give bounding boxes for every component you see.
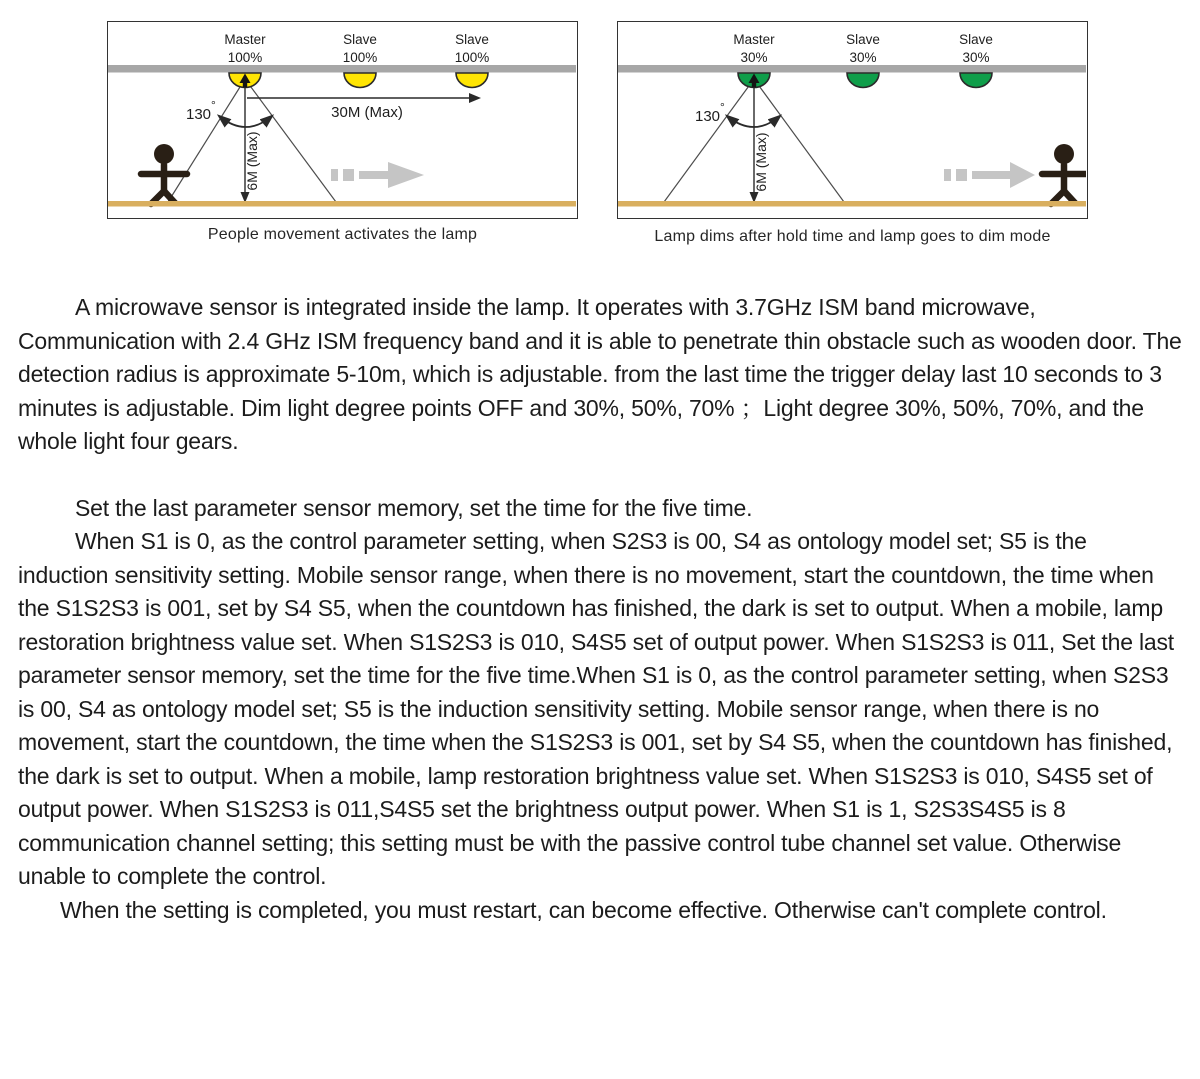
- motion-arrow-icon: [331, 162, 424, 188]
- degree-symbol: °: [720, 100, 725, 114]
- body-text: [18, 291, 1182, 927]
- lamp-level-label: 100%: [227, 50, 263, 65]
- motion-arrow-icon: [944, 162, 1035, 188]
- lamp-role-label: Slave: [959, 32, 993, 47]
- lamp-role-label: Master: [733, 32, 775, 47]
- ceiling-bar: [618, 65, 1086, 73]
- angle-label: 130: [695, 108, 721, 125]
- person-icon: [141, 144, 187, 204]
- lamps: [229, 73, 488, 88]
- floor-line: [618, 201, 1086, 207]
- lamps: [738, 73, 992, 88]
- lamp-level-label: 30%: [962, 50, 990, 65]
- range-label: 30M (Max): [331, 104, 403, 121]
- body-paragraph-4: When the setting is completed, you must restart, can become effective. Otherwise can't complete control.: [60, 896, 1107, 923]
- diagram-caption: Lamp dims after hold time and lamp goes to dim mode: [654, 228, 1051, 245]
- lamp-role-label: Master: [224, 32, 266, 47]
- lamp-level-label: 100%: [454, 50, 490, 65]
- range-arrow: [247, 93, 481, 103]
- lamp-level-label: 100%: [342, 50, 378, 65]
- floor-line: [108, 201, 576, 207]
- body-paragraph-2: Set the last parameter sensor memory, set the time for the five time.: [75, 494, 753, 521]
- angle-label: 130: [186, 106, 212, 123]
- dim-mode-diagram: [617, 21, 1088, 219]
- lamp-role-label: Slave: [455, 32, 489, 47]
- lamp-level-label: 30%: [740, 50, 768, 65]
- degree-symbol: °: [211, 98, 216, 112]
- diagram-caption: People movement activates the lamp: [207, 226, 478, 243]
- body-paragraph-1: A microwave sensor is integrated inside the lamp. It operates with 3.7GHz ISM band microwave, Communication with 2.4 GHz ISM frequency band and it is able to penetrate thin obstacle such as wooden door. The detection radius is approximate 5-10m, which is adjustable. from the last time the trigger delay last 10 seconds to 3 minutes is adjustable. Dim light degree points OFF and 30%, 50%, 70% ；Light degree 30%, 50%, 70%, and the whole light four gears.: [18, 294, 1182, 454]
- height-label: 6M (Max): [244, 131, 260, 191]
- ceiling-bar: [108, 65, 576, 73]
- person-icon: [1042, 144, 1086, 204]
- lamp-slave-2: [456, 73, 488, 88]
- lamp-slave-1: [344, 73, 376, 88]
- activation-diagram-canvas: [108, 22, 576, 217]
- lamp-slave-1: [847, 73, 879, 88]
- lamp-role-label: Slave: [343, 32, 377, 47]
- lamp-slave-2: [960, 73, 992, 88]
- dim-mode-diagram-canvas: [618, 22, 1086, 217]
- body-paragraph-3: When S1 is 0, as the control parameter setting, when S2S3 is 00, S4 as ontology model set; S5 is the induction sensitivity setting. Mobile sensor range, when there is no movement, start the countdown, the time when the S1S2S3 is 001, set by S4 S5, when the countdown has finished, the dark is set to output. When a mobile, lamp restoration brightness value set. When S1S2S3 is 010, S4S5 set of output power. When S1S2S3 is 011, Set the last parameter sensor memory, set the time for the five time.When S1 is 0, as the control parameter setting, when S2S3 is 00, S4 as ontology model set; S5 is the induction sensitivity setting. Mobile sensor range, when there is no movement, start the countdown, the time when the S1S2S3 is 001, set by S4 S5, when the countdown has finished, the dark is set to output. When a mobile, lamp restoration brightness value set. When S1S2S3 is 010, S4S5 set of output power. When S1S2S3 is 011,S4S5 set the brightness output power. When S1 is 1, S2S3S4S5 is 8 communication channel setting; this setting must be with the passive control tube channel set value. Otherwise unable to complete the control.: [18, 528, 1174, 889]
- activation-diagram: [107, 21, 578, 219]
- lamp-role-label: Slave: [846, 32, 880, 47]
- lamp-level-label: 30%: [849, 50, 877, 65]
- height-label: 6M (Max): [753, 132, 769, 192]
